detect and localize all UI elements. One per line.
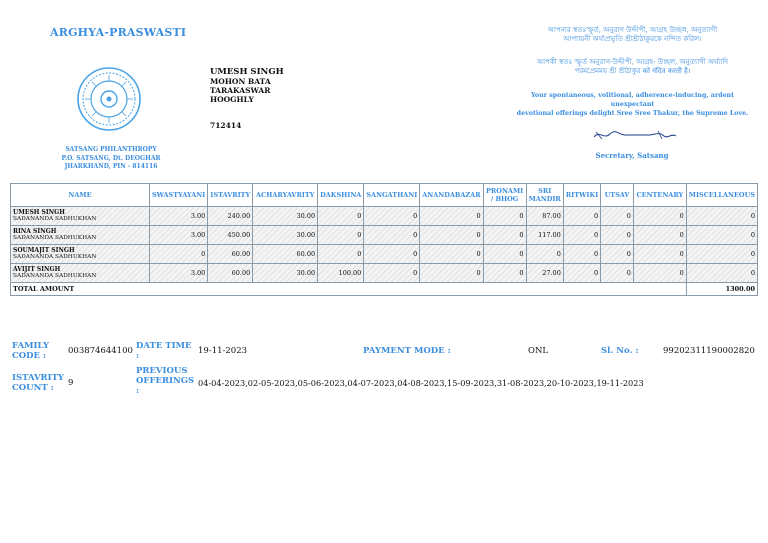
member-name-cell: AVIJIT SINGH SADANANDA SADHUKHAN bbox=[11, 264, 150, 283]
amount-cell: 0 bbox=[563, 245, 600, 264]
offerings-table bbox=[10, 183, 758, 296]
col-header-sri-mandir: SRI MANDIR bbox=[526, 184, 563, 207]
amount-cell: 0 bbox=[149, 245, 207, 264]
amount-cell: 240.00 bbox=[208, 207, 253, 226]
satsang-emblem-logo bbox=[76, 66, 142, 132]
col-header-pronami-bhog: PRONAMI / BHOG bbox=[483, 184, 526, 207]
amount-cell: 0 bbox=[601, 226, 634, 245]
member-name-cell: RINA SINGH SADANANDA SADHUKHAN bbox=[11, 226, 150, 245]
date-time-label: DATE TIME : bbox=[136, 341, 192, 361]
istavrity-count-label: ISTAVRITY COUNT : bbox=[12, 373, 64, 393]
amount-cell: 3.00 bbox=[149, 226, 207, 245]
member-name-cell: SOUMAJIT SINGH SADANANDA SADHUKHAN bbox=[11, 245, 150, 264]
amount-cell: 60.00 bbox=[253, 245, 318, 264]
amount-cell: 60.00 bbox=[208, 264, 253, 283]
org-address-footer: SATSANG PHILANTHROPY P.O. SATSANG, Dt. DEOGHAR JHARKHAND, PIN - 814116 bbox=[61, 146, 161, 170]
col-header-sangathani: SANGATHANI bbox=[364, 184, 420, 207]
table-header-row bbox=[11, 184, 758, 207]
amount-cell: 0 bbox=[686, 245, 757, 264]
amount-cell: 0 bbox=[420, 245, 483, 264]
col-header-swastyayani: SWASTYAYANI bbox=[149, 184, 207, 207]
amount-cell: 0 bbox=[601, 264, 634, 283]
amount-cell: 0 bbox=[601, 245, 634, 264]
amount-cell: 0 bbox=[364, 245, 420, 264]
amount-cell: 0 bbox=[364, 226, 420, 245]
amount-cell: 0 bbox=[420, 264, 483, 283]
signature-caption: Secretary, Satsang bbox=[595, 151, 669, 160]
amount-cell: 27.00 bbox=[526, 264, 563, 283]
recipient-address: UMESH SINGH MOHON BATA TARAKASWAR HOOGHLY bbox=[210, 67, 284, 104]
col-header-dakshina: DAKSHINA bbox=[318, 184, 364, 207]
amount-cell: 0 bbox=[563, 264, 600, 283]
table-row bbox=[11, 226, 758, 245]
message-bengali: আপনার স্বতঃস্ফূর্ত, অনুরাগ উদ্দীপী, আগ্রহ উচ্ছল, অনুত্যাগী আপ্যায়নী অর্ঘ্যপ্রভৃতি শ্রীশ্রীঠাকুরকে নন্দিত করিল। bbox=[547, 26, 718, 43]
amount-cell: 3.00 bbox=[149, 264, 207, 283]
family-code-value: 003874644100 bbox=[68, 346, 133, 356]
amount-cell: 0 bbox=[563, 226, 600, 245]
amount-cell: 60.00 bbox=[208, 245, 253, 264]
amount-cell: 0 bbox=[633, 207, 686, 226]
secretary-signature bbox=[590, 128, 680, 142]
col-header-utsav: UTSAV bbox=[601, 184, 634, 207]
table-row bbox=[11, 264, 758, 283]
previous-offerings-label: PREVIOUS OFFERINGS : bbox=[136, 366, 195, 396]
amount-cell: 0 bbox=[686, 264, 757, 283]
col-header-anandabazar: ANANDABAZAR bbox=[420, 184, 483, 207]
amount-cell: 0 bbox=[483, 207, 526, 226]
amount-cell: 450.00 bbox=[208, 226, 253, 245]
recipient-name: UMESH SINGH bbox=[210, 67, 284, 77]
org-title: ARGHYA-PRASWASTI bbox=[50, 26, 187, 39]
col-header-istavrity: ISTAVRITY bbox=[208, 184, 253, 207]
message-hindi: আপকী স্বতঃ স্ফূর্ত অনুরাগ-উদ্দীপী, আগ্রহ- উচ্ছল, অনুত্যাগী অর্ঘ্যাদি পরমপ্রেমময় শ্রী শ্রীঠাকুর को नंदित करती है। bbox=[536, 58, 729, 75]
sl-no-value: 99202311190002820 bbox=[663, 346, 755, 356]
sl-no-label: Sl. No. : bbox=[601, 346, 639, 356]
amount-cell: 30.00 bbox=[253, 226, 318, 245]
amount-cell: 0 bbox=[483, 245, 526, 264]
amount-cell: 0 bbox=[686, 207, 757, 226]
amount-cell: 0 bbox=[601, 207, 634, 226]
amount-cell: 0 bbox=[364, 207, 420, 226]
amount-cell: 0 bbox=[563, 207, 600, 226]
col-header-ritwiki: RITWIKI bbox=[563, 184, 600, 207]
amount-cell: 0 bbox=[420, 207, 483, 226]
amount-cell: 87.00 bbox=[526, 207, 563, 226]
amount-cell: 0 bbox=[633, 226, 686, 245]
istavrity-count-value: 9 bbox=[68, 378, 74, 388]
table-row bbox=[11, 207, 758, 226]
amount-cell: 30.00 bbox=[253, 207, 318, 226]
recipient-pin: 712414 bbox=[210, 121, 242, 130]
amount-cell: 0 bbox=[633, 245, 686, 264]
amount-cell: 0 bbox=[364, 264, 420, 283]
member-name-cell: UMESH SINGH SADANANDA SADHUKHAN bbox=[11, 207, 150, 226]
amount-cell: 117.00 bbox=[526, 226, 563, 245]
amount-cell: 0 bbox=[318, 207, 364, 226]
amount-cell: 0 bbox=[318, 245, 364, 264]
amount-cell: 0 bbox=[483, 226, 526, 245]
previous-offerings-value: 04-04-2023,02-05-2023,05-06-2023,04-07-2023,04-08-2023,15-09-2023,31-08-2023,20-10-2023,19-11-2023 bbox=[198, 378, 644, 388]
amount-cell: 0 bbox=[420, 226, 483, 245]
total-value: 1300.00 bbox=[686, 283, 757, 296]
family-code-label: FAMILY CODE : bbox=[12, 341, 50, 361]
col-header-centenary: CENTENARY bbox=[633, 184, 686, 207]
amount-cell: 0 bbox=[633, 264, 686, 283]
amount-cell: 100.00 bbox=[318, 264, 364, 283]
amount-cell: 30.00 bbox=[253, 264, 318, 283]
amount-cell: 0 bbox=[483, 264, 526, 283]
amount-cell: 0 bbox=[686, 226, 757, 245]
total-label: TOTAL AMOUNT bbox=[11, 283, 687, 296]
payment-mode-label: PAYMENT MODE : bbox=[363, 346, 451, 356]
date-time-value: 19-11-2023 bbox=[198, 346, 248, 356]
amount-cell: 3.00 bbox=[149, 207, 207, 226]
message-english: Your spontaneous, volitional, adherence-inducing, ardent unexpectant devotional offerings delight Sree Sree Thakur, the Supreme Love. bbox=[516, 92, 749, 117]
col-header-acharyavrity: ACHARYAVRITY bbox=[253, 184, 318, 207]
total-row bbox=[11, 283, 758, 296]
amount-cell: 0 bbox=[526, 245, 563, 264]
col-header-miscellaneous: MISCELLANEOUS bbox=[686, 184, 757, 207]
amount-cell: 0 bbox=[318, 226, 364, 245]
payment-mode-value: ONL bbox=[528, 346, 549, 356]
table-row bbox=[11, 245, 758, 264]
col-header-name: NAME bbox=[11, 184, 150, 207]
